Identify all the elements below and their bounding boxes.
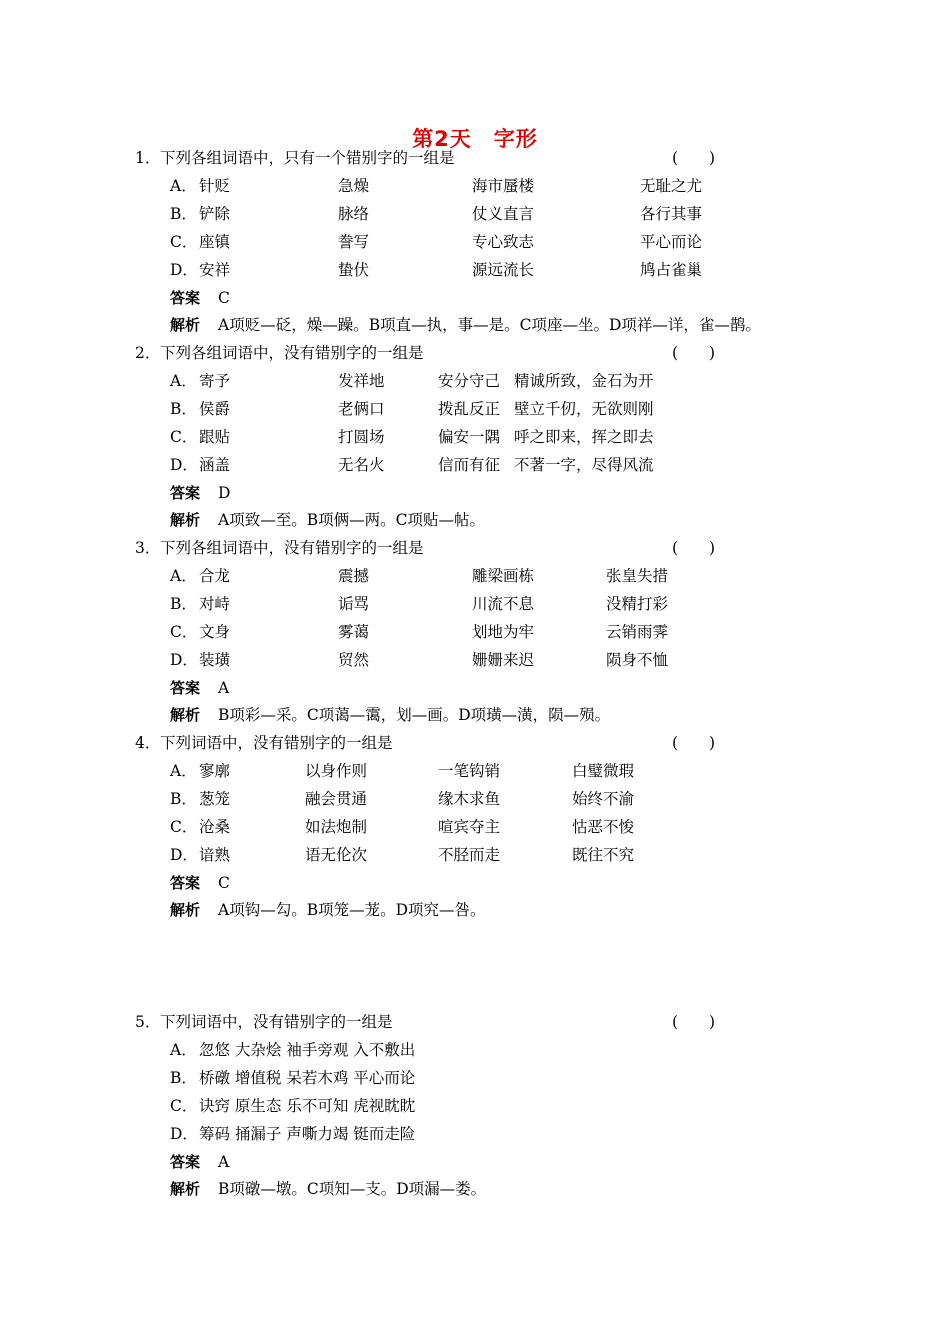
option-term: 对峙 bbox=[199, 594, 231, 613]
option-row bbox=[0, 367, 950, 395]
option-term: 座镇 bbox=[199, 232, 231, 251]
option-term: 鸠占雀巢 bbox=[640, 260, 703, 279]
option-row bbox=[0, 813, 950, 841]
analysis-label: 解析 bbox=[170, 511, 201, 530]
answer-value: C bbox=[218, 873, 230, 892]
option-terms: 忽悠 大杂烩 袖手旁观 入不敷出 bbox=[199, 1040, 416, 1059]
option-term: 平心而论 bbox=[640, 232, 703, 251]
option-letter: A． bbox=[170, 761, 197, 780]
option-letter: A． bbox=[170, 1040, 197, 1059]
option-term: 涵盖 bbox=[199, 455, 231, 474]
option-term: 无名火 bbox=[338, 455, 385, 474]
answer-value: D bbox=[218, 483, 231, 502]
answer-value: A bbox=[218, 1152, 230, 1171]
option-row bbox=[0, 590, 950, 618]
option-terms: 筹码 捅漏子 声嘶力竭 铤而走险 bbox=[199, 1124, 416, 1143]
analysis-row bbox=[0, 701, 950, 729]
option-row bbox=[0, 451, 950, 479]
option-row bbox=[0, 1092, 950, 1120]
option-letter: B． bbox=[170, 789, 197, 808]
analysis-label: 解析 bbox=[170, 706, 201, 725]
option-terms: 诀窍 原生态 乐不可知 虎视眈眈 bbox=[199, 1096, 416, 1115]
option-row bbox=[0, 256, 950, 284]
option-term: 文身 bbox=[199, 622, 231, 641]
page-title: 第2天 字形 bbox=[412, 127, 538, 151]
option-letter: D． bbox=[170, 1124, 198, 1143]
option-term: 寥廓 bbox=[199, 761, 231, 780]
question-number: 1． bbox=[135, 149, 161, 167]
option-term: 喧宾夺主 bbox=[438, 817, 501, 836]
option-term: 没精打彩 bbox=[606, 594, 669, 613]
option-terms: 桥礅 增值税 呆若木鸡 平心而论 bbox=[199, 1068, 416, 1087]
option-letter: C． bbox=[170, 427, 198, 446]
option-term: 葱笼 bbox=[199, 789, 231, 808]
option-term: 海市蜃楼 bbox=[472, 176, 535, 195]
analysis-row bbox=[0, 311, 950, 339]
option-row bbox=[0, 395, 950, 423]
option-term: 沧桑 bbox=[199, 817, 231, 836]
option-term: 发祥地 bbox=[338, 371, 385, 390]
analysis-label: 解析 bbox=[170, 316, 201, 335]
answer-label: 答案 bbox=[170, 483, 201, 502]
analysis-text: B项礅—墩。C项知—支。D项漏—娄。 bbox=[218, 1180, 487, 1199]
option-term: 铲除 bbox=[199, 204, 231, 223]
option-term: 姗姗来迟 bbox=[472, 650, 535, 669]
option-row bbox=[0, 228, 950, 256]
option-term: 侯爵 bbox=[199, 399, 231, 418]
question-stem: 下列词语中，没有错别字的一组是 bbox=[160, 734, 393, 752]
answer-row bbox=[0, 284, 950, 312]
answer-label: 答案 bbox=[170, 288, 201, 307]
option-term: 川流不息 bbox=[472, 594, 535, 613]
analysis-row bbox=[0, 896, 950, 924]
answer-label: 答案 bbox=[170, 1152, 201, 1171]
answer-blank-open: ( bbox=[672, 539, 679, 557]
option-term: 雕梁画栋 bbox=[472, 566, 535, 585]
option-row bbox=[0, 1120, 950, 1148]
option-term: 不胫而走 bbox=[438, 845, 501, 864]
option-term: 脉络 bbox=[338, 204, 370, 223]
option-term: 怙恶不悛 bbox=[572, 817, 635, 836]
answer-label: 答案 bbox=[170, 873, 201, 892]
option-term: 不著一字，尽得风流 bbox=[514, 455, 654, 474]
option-term: 一笔钩销 bbox=[438, 761, 501, 780]
option-term: 以身作则 bbox=[305, 761, 368, 780]
question-number: 3． bbox=[135, 539, 161, 557]
answer-blank-open: ( bbox=[672, 344, 679, 362]
question-stem: 下列各组词语中，没有错别字的一组是 bbox=[160, 344, 424, 362]
question-number: 4． bbox=[135, 734, 161, 752]
question-stem-row bbox=[0, 729, 950, 757]
analysis-text: A项致—至。B项俩—两。C项贴—帖。 bbox=[218, 511, 485, 530]
analysis-label: 解析 bbox=[170, 1180, 201, 1199]
option-term: 合龙 bbox=[199, 566, 231, 585]
option-letter: B． bbox=[170, 594, 197, 613]
option-row bbox=[0, 1036, 950, 1064]
option-row bbox=[0, 618, 950, 646]
option-term: 誊写 bbox=[338, 232, 370, 251]
option-term: 诟骂 bbox=[338, 594, 370, 613]
option-term: 语无伦次 bbox=[305, 845, 368, 864]
analysis-text: A项贬—砭，燥—躁。B项直—执，事—是。C项座—坐。D项祥—详，雀—鹊。 bbox=[218, 316, 761, 335]
option-letter: D． bbox=[170, 455, 198, 474]
option-row bbox=[0, 172, 950, 200]
option-letter: C． bbox=[170, 232, 198, 251]
answer-row bbox=[0, 869, 950, 897]
option-term: 寄予 bbox=[199, 371, 231, 390]
analysis-row bbox=[0, 506, 950, 534]
answer-value: C bbox=[218, 288, 230, 307]
question-stem: 下列各组词语中，只有一个错别字的一组是 bbox=[160, 149, 455, 167]
option-term: 针贬 bbox=[199, 176, 231, 195]
question-stem-row bbox=[0, 534, 950, 562]
option-row bbox=[0, 562, 950, 590]
answer-row bbox=[0, 479, 950, 507]
question-stem-row bbox=[0, 339, 950, 367]
option-term: 急燥 bbox=[338, 176, 370, 195]
option-row bbox=[0, 757, 950, 785]
option-term: 缘木求鱼 bbox=[438, 789, 501, 808]
answer-blank-close: ) bbox=[709, 539, 716, 557]
question-number: 2． bbox=[135, 344, 161, 362]
answer-label: 答案 bbox=[170, 678, 201, 697]
option-term: 信而有征 bbox=[438, 455, 501, 474]
option-term: 源远流长 bbox=[472, 260, 535, 279]
option-term: 陨身不恤 bbox=[606, 650, 669, 669]
option-term: 专心致志 bbox=[472, 232, 535, 251]
option-term: 各行其事 bbox=[640, 204, 703, 223]
question-stem: 下列词语中，没有错别字的一组是 bbox=[160, 1013, 393, 1031]
option-term: 无耻之尤 bbox=[640, 176, 703, 195]
option-term: 蛰伏 bbox=[338, 260, 370, 279]
answer-row bbox=[0, 1148, 950, 1176]
option-term: 震撼 bbox=[338, 566, 370, 585]
option-term: 划地为牢 bbox=[472, 622, 535, 641]
answer-blank-open: ( bbox=[672, 734, 679, 752]
option-term: 打圆场 bbox=[338, 427, 385, 446]
option-term: 安分守己 bbox=[438, 371, 501, 390]
option-term: 如法炮制 bbox=[305, 817, 368, 836]
option-term: 融会贯通 bbox=[305, 789, 368, 808]
option-letter: C． bbox=[170, 817, 198, 836]
option-row bbox=[0, 785, 950, 813]
option-term: 张皇失措 bbox=[606, 566, 669, 585]
question-stem-row bbox=[0, 144, 950, 172]
option-letter: D． bbox=[170, 845, 198, 864]
analysis-text: B项彩—采。C项蔼—霭，划—画。D项璜—潢，陨—殒。 bbox=[218, 706, 611, 725]
option-term: 偏安一隅 bbox=[438, 427, 501, 446]
option-row bbox=[0, 1064, 950, 1092]
option-letter: D． bbox=[170, 650, 198, 669]
answer-row bbox=[0, 674, 950, 702]
option-letter: A． bbox=[170, 176, 197, 195]
question-stem: 下列各组词语中，没有错别字的一组是 bbox=[160, 539, 424, 557]
option-letter: A． bbox=[170, 371, 197, 390]
option-term: 始终不渝 bbox=[572, 789, 635, 808]
analysis-row bbox=[0, 1175, 950, 1203]
answer-blank-open: ( bbox=[672, 1013, 679, 1031]
option-letter: A． bbox=[170, 566, 197, 585]
option-term: 既往不究 bbox=[572, 845, 635, 864]
option-letter: B． bbox=[170, 1068, 197, 1087]
question-stem-row bbox=[0, 1008, 950, 1036]
option-term: 贸然 bbox=[338, 650, 370, 669]
question-number: 5． bbox=[135, 1013, 161, 1031]
answer-value: A bbox=[218, 678, 230, 697]
option-term: 云销雨霁 bbox=[606, 622, 669, 641]
option-term: 雾蔼 bbox=[338, 622, 370, 641]
option-term: 跟贴 bbox=[199, 427, 231, 446]
option-term: 白璧微瑕 bbox=[572, 761, 635, 780]
option-term: 拨乱反正 bbox=[438, 399, 501, 418]
option-row bbox=[0, 423, 950, 451]
option-term: 老俩口 bbox=[338, 399, 385, 418]
option-term: 仗义直言 bbox=[472, 204, 535, 223]
option-term: 精诚所致，金石为开 bbox=[514, 371, 654, 390]
option-term: 呼之即来，挥之即去 bbox=[514, 427, 654, 446]
option-row bbox=[0, 200, 950, 228]
option-term: 装璜 bbox=[199, 650, 231, 669]
option-row bbox=[0, 841, 950, 869]
answer-blank-close: ) bbox=[709, 149, 716, 167]
answer-blank-close: ) bbox=[709, 344, 716, 362]
option-letter: B． bbox=[170, 399, 197, 418]
analysis-label: 解析 bbox=[170, 901, 201, 920]
option-term: 壁立千仞，无欲则刚 bbox=[514, 399, 654, 418]
option-letter: C． bbox=[170, 622, 198, 641]
answer-blank-close: ) bbox=[709, 1013, 716, 1031]
option-letter: C． bbox=[170, 1096, 198, 1115]
option-term: 谙熟 bbox=[199, 845, 231, 864]
option-letter: B． bbox=[170, 204, 197, 223]
option-term: 安祥 bbox=[199, 260, 231, 279]
answer-blank-close: ) bbox=[709, 734, 716, 752]
option-letter: D． bbox=[170, 260, 198, 279]
option-row bbox=[0, 646, 950, 674]
answer-blank-open: ( bbox=[672, 149, 679, 167]
analysis-text: A项钩—勾。B项笼—茏。D项究—咎。 bbox=[218, 901, 486, 920]
